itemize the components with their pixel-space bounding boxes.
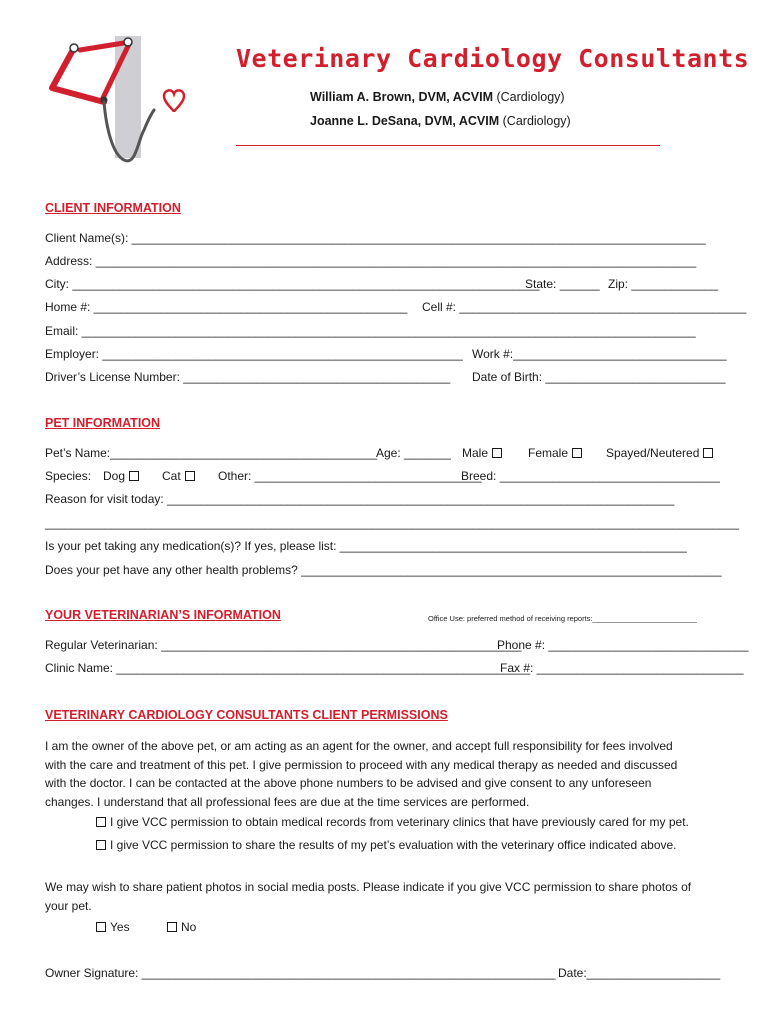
records-permission-label: I give VCC permission to obtain medical records from veterinary clinics that have previously cared for my pet. bbox=[110, 815, 689, 829]
logo-gray-bar bbox=[115, 36, 141, 158]
paragraph-line: We may wish to share patient photos in social media posts. Please indicate if you give VCC permission to share photos of bbox=[45, 880, 692, 894]
permissions-paragraph bbox=[45, 737, 735, 811]
address-field[interactable]: Address: __________________________________________________________________________________________ bbox=[45, 254, 697, 268]
checkbox-icon bbox=[96, 840, 106, 850]
records-permission-checkbox[interactable] bbox=[92, 815, 689, 829]
paragraph-line: changes. I understand that all professional fees are due at the time services are performed. bbox=[45, 794, 530, 809]
header-divider bbox=[236, 145, 660, 146]
other-species-field[interactable]: Other: __________________________________ bbox=[218, 469, 482, 483]
cat-label: Cat bbox=[162, 469, 181, 483]
checkbox-icon bbox=[572, 448, 582, 458]
share-results-checkbox[interactable] bbox=[92, 838, 677, 852]
medications-field[interactable]: Is your pet taking any medication(s)? If yes, please list: ____________________________________________________ bbox=[45, 539, 687, 553]
photo-yes-checkbox[interactable] bbox=[92, 920, 130, 934]
signature-date-field[interactable]: Date:____________________ bbox=[558, 966, 721, 980]
checkbox-icon bbox=[96, 922, 106, 932]
pet-name-field[interactable]: Pet’s Name:________________________________________ bbox=[45, 446, 378, 460]
paragraph-line: with the care and treatment of this pet. I give permission to proceed with any medical therapy as needed and discussed bbox=[45, 757, 678, 772]
health-problems-field[interactable]: Does your pet have any other health problems? _______________________________________________________________ bbox=[45, 563, 722, 577]
breed-field[interactable]: Breed: _________________________________ bbox=[461, 469, 720, 483]
checkbox-icon bbox=[129, 471, 139, 481]
vet-fax-field[interactable]: Fax #: _______________________________ bbox=[500, 661, 744, 675]
species-label: Species: bbox=[45, 469, 92, 483]
paragraph-line: with the doctor. I can be contacted at the above phone numbers to be advised and give consent to any unforeseen bbox=[45, 776, 652, 790]
pet-info-heading: PET INFORMATION bbox=[45, 416, 161, 430]
zip-field[interactable]: Zip: _____________ bbox=[608, 277, 719, 291]
checkbox-icon bbox=[167, 922, 177, 932]
permissions-heading: VETERINARY CARDIOLOGY CONSULTANTS CLIENT PERMISSIONS bbox=[45, 708, 448, 722]
owner-signature-field[interactable]: Owner Signature: ______________________________________________________________ bbox=[45, 966, 556, 980]
checkbox-icon bbox=[185, 471, 195, 481]
logo-earpiece-right bbox=[124, 38, 132, 46]
paragraph-line: your pet. bbox=[45, 898, 92, 913]
home-phone-field[interactable]: Home #: _______________________________________________ bbox=[45, 300, 408, 314]
checkbox-icon bbox=[492, 448, 502, 458]
email-field[interactable]: Email: ____________________________________________________________________________________________ bbox=[45, 324, 696, 338]
paragraph-line: I am the owner of the above pet, or am acting as an agent for the owner, and accept full responsibility for fees involved bbox=[45, 739, 673, 753]
date-of-birth-field[interactable]: Date of Birth: ___________________________ bbox=[472, 370, 726, 384]
office-use-note: Office Use: preferred method of receiving reports:_________________________ bbox=[428, 614, 697, 623]
client-info-heading: CLIENT INFORMATION bbox=[45, 201, 181, 215]
spayed-label: Spayed/Neutered bbox=[606, 446, 700, 460]
logo-earpiece-left bbox=[70, 44, 78, 52]
regular-vet-field[interactable]: Regular Veterinarian: ______________________________________________________ bbox=[45, 638, 522, 652]
logo-heart bbox=[164, 90, 184, 112]
dog-checkbox[interactable] bbox=[103, 469, 143, 483]
state-field[interactable]: State: ______ bbox=[525, 277, 600, 291]
reason-for-visit-field[interactable]: Reason for visit today: ____________________________________________________________________________ bbox=[45, 492, 675, 506]
pet-age-field[interactable]: Age: _______ bbox=[376, 446, 451, 460]
doctor-2: Joanne L. DeSana, DVM, ACVIM (Cardiology) bbox=[310, 114, 571, 128]
work-phone-field[interactable]: Work #:________________________________ bbox=[472, 347, 727, 361]
female-label: Female bbox=[528, 446, 569, 460]
clinic-name-field[interactable]: Clinic Name: ______________________________________________________________ bbox=[45, 661, 531, 675]
employer-field[interactable]: Employer: ______________________________________________________ bbox=[45, 347, 463, 361]
checkbox-icon bbox=[703, 448, 713, 458]
male-checkbox[interactable] bbox=[462, 446, 506, 460]
share-results-label: I give VCC permission to share the results of my pet’s evaluation with the veterinary office indicated above. bbox=[110, 838, 677, 852]
female-checkbox[interactable] bbox=[528, 446, 586, 460]
practice-title: Veterinary Cardiology Consultants bbox=[236, 44, 750, 73]
logo-stethoscope-tube bbox=[52, 48, 104, 102]
no-label: No bbox=[181, 920, 197, 934]
city-field[interactable]: City: ______________________________________________________________________ bbox=[45, 277, 540, 291]
drivers-license-field[interactable]: Driver’s License Number: ________________________________________ bbox=[45, 370, 451, 384]
client-name-field[interactable]: Client Name(s): ______________________________________________________________________________________ bbox=[45, 231, 706, 245]
doctor-1: William A. Brown, DVM, ACVIM (Cardiology) bbox=[310, 90, 565, 104]
photo-permission-paragraph bbox=[45, 878, 735, 915]
male-label: Male bbox=[462, 446, 489, 460]
dog-label: Dog bbox=[103, 469, 126, 483]
spayed-neutered-checkbox[interactable] bbox=[606, 446, 717, 460]
cat-checkbox[interactable] bbox=[162, 469, 199, 483]
yes-label: Yes bbox=[110, 920, 130, 934]
vet-phone-field[interactable]: Phone #: ______________________________ bbox=[497, 638, 749, 652]
vet-info-heading: YOUR VETERINARIAN’S INFORMATION bbox=[45, 608, 281, 622]
checkbox-icon bbox=[96, 817, 106, 827]
photo-no-checkbox[interactable] bbox=[163, 920, 196, 934]
stethoscope-heart-logo bbox=[40, 30, 190, 170]
reason-continuation-field[interactable]: ________________________________________________________________________________________________________ bbox=[45, 516, 740, 530]
cell-phone-field[interactable]: Cell #: ___________________________________________ bbox=[422, 300, 747, 314]
